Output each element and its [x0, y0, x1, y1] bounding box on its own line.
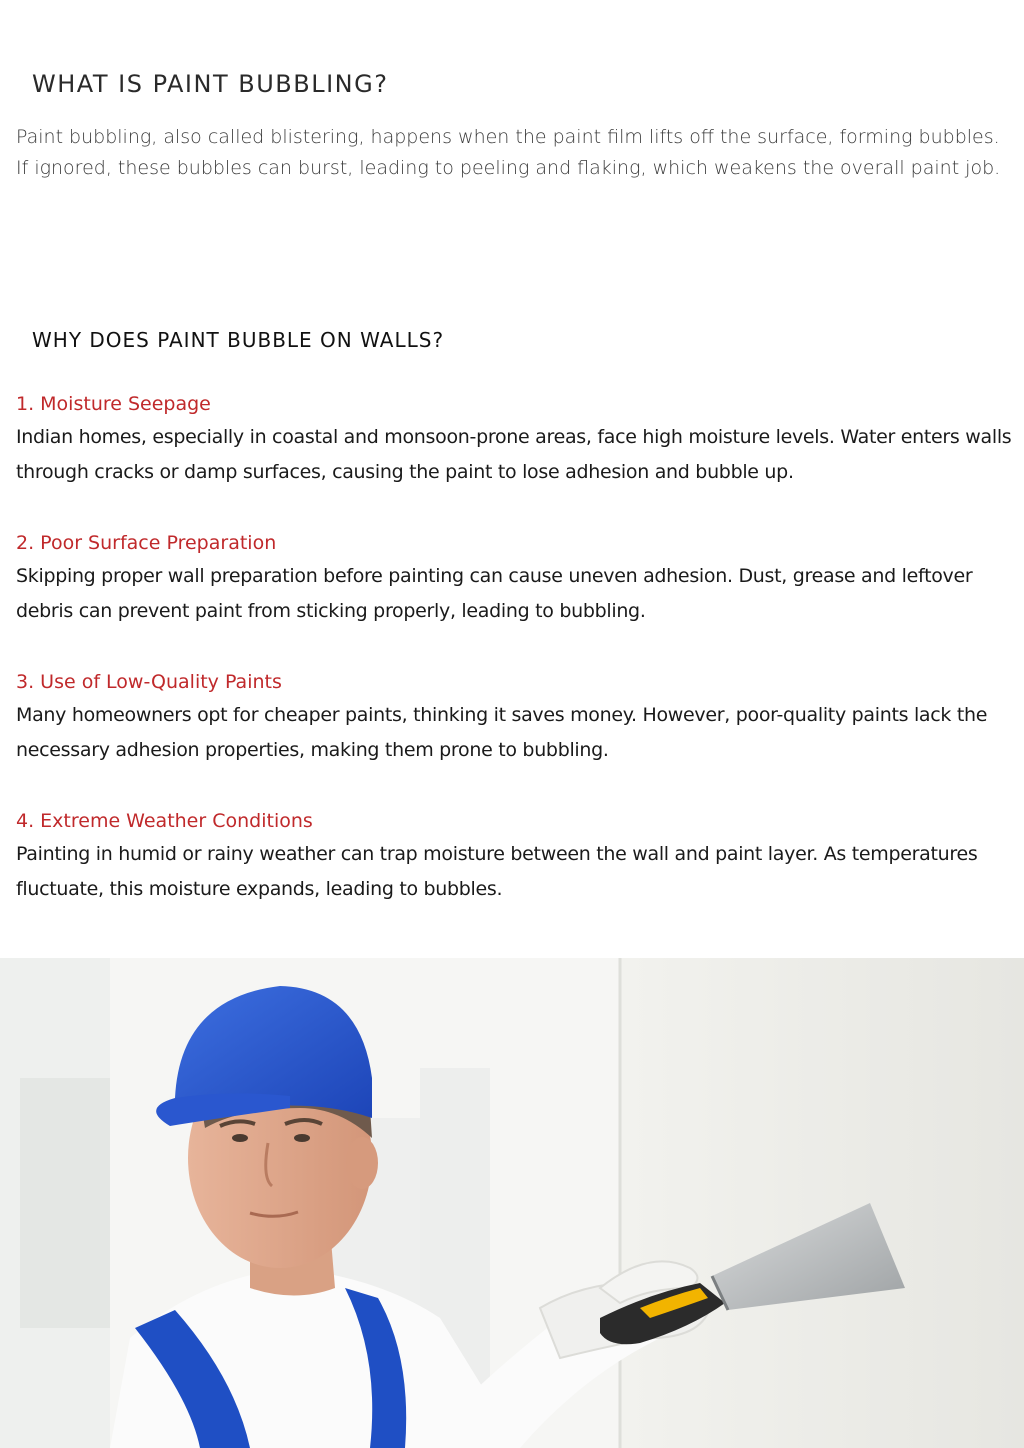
- reason-item-moisture-seepage: [16, 388, 1016, 490]
- intro-paragraph: Paint bubbling, also called blistering, happens when the paint film lifts off the surface, forming bubbles. If ignored, these bubbles can burst, leading to peeling and flaking, which weakens the overall paint job.: [16, 126, 1001, 179]
- reason-title: 4. Extreme Weather Conditions: [16, 810, 313, 832]
- painter-illustration: [0, 958, 1024, 1448]
- reason-body: Many homeowners opt for cheaper paints, thinking it saves money. However, poor-quality paints lack the necessary adhesion properties, making them prone to bubbling.: [16, 704, 988, 761]
- reason-title: 1. Moisture Seepage: [16, 393, 211, 415]
- reason-title: 2. Poor Surface Preparation: [16, 532, 277, 554]
- section-title-why-paint-bubbles: WHY DOES PAINT BUBBLE ON WALLS?: [32, 328, 445, 352]
- reason-body: Indian homes, especially in coastal and monsoon-prone areas, face high moisture levels. Water enters walls through cracks or damp surfaces, causing the paint to lose adhesion and bubble up.: [16, 426, 1012, 483]
- reason-body: Skipping proper wall preparation before painting can cause uneven adhesion. Dust, grease and leftover debris can prevent paint from sticking properly, leading to bubbling.: [16, 565, 973, 622]
- reason-item-extreme-weather: [16, 805, 1016, 907]
- reason-title: 3. Use of Low-Quality Paints: [16, 671, 282, 693]
- reason-body: Painting in humid or rainy weather can trap moisture between the wall and paint layer. As temperatures fluctuate, this moisture expands, leading to bubbles.: [16, 843, 978, 900]
- reason-item-poor-surface-preparation: [16, 527, 1016, 629]
- reason-item-low-quality-paints: [16, 666, 1016, 768]
- painter-photo: [0, 958, 1024, 1448]
- section-title-what-is-paint-bubbling: WHAT IS PAINT BUBBLING?: [32, 70, 389, 98]
